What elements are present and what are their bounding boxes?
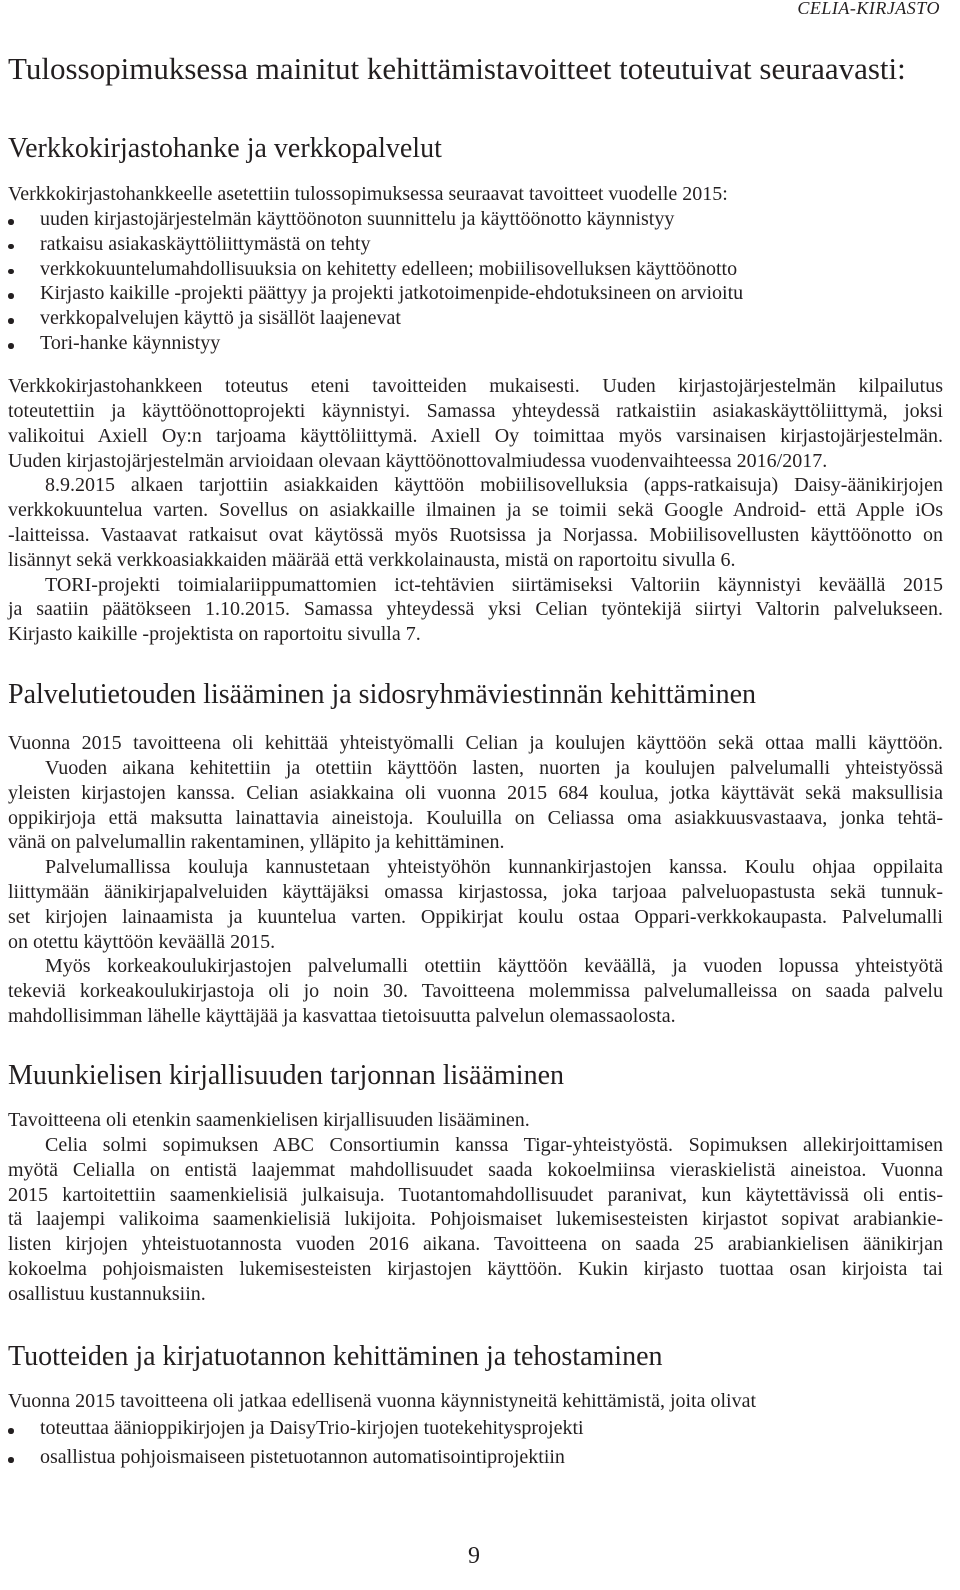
list-item: Tori-hanke käynnistyy (8, 331, 943, 356)
body-line: TORI-projekti toimialariippumattomien ict-tehtävien siirtämiseksi Valtoriin käynnistyi keväällä 2015 (45, 573, 943, 596)
bullet-icon (8, 1457, 14, 1463)
paragraph (8, 374, 943, 473)
body-line: on otettu käyttöön keväällä 2015. (8, 930, 276, 953)
body-line: kokoelma pohjoismaisten lukemisesteisten kirjastojen käyttöön. Kukin kirjasto tuottaa osan kirjoista tai (8, 1258, 943, 1281)
section-heading-palvelutietous: Palvelutietouden lisääminen ja sidosryhmäviestinnän kehittäminen (8, 678, 757, 710)
bullet-icon (8, 293, 14, 299)
paragraph (8, 1108, 943, 1133)
body-line: 8.9.2015 alkaen tarjottiin asiakkaiden käyttöön mobiilisovelluksia (apps-ratkaisuja) Daisy-äänikirjojen (45, 474, 943, 497)
list-item: uuden kirjastojärjestelmän käyttöönoton suunnittelu ja käyttöönotto käynnistyy (8, 207, 943, 232)
bullet-icon (8, 1428, 14, 1434)
bullet-icon (8, 219, 14, 225)
body-line: 2015 kartoitettiin saamenkielisiä julkaisuja. Tuotantomahdollisuudet paranivat, kun käytettävissä oli entis- (8, 1183, 943, 1206)
section-heading-verkkokirjasto: Verkkokirjastohanke ja verkkopalvelut (8, 132, 442, 164)
bullet-icon (8, 343, 14, 349)
list-intro: Vuonna 2015 tavoitteena oli jatkaa edellisenä vuonna käynnistyneitä kehittämistä, joita olivat (8, 1390, 757, 1413)
body-line: mahdollisimman lähelle käyttäjää ja kasvattaa tietoisuutta palvelun olemassaolosta. (8, 1005, 676, 1028)
bullet-icon (8, 244, 14, 250)
paragraph (8, 573, 943, 647)
body-line: osallistuu kustannuksiin. (8, 1282, 206, 1305)
page-number: 9 (468, 1543, 480, 1569)
section-body (8, 731, 943, 1029)
page-title: Tulossopimuksessa mainitut kehittämistavoitteet toteutuivat seuraavasti: (8, 50, 906, 86)
body-line: Celia solmi sopimuksen ABC Consortiumin kanssa Tigar-yhteistyöstä. Sopimuksen allekirjoittamisen (45, 1134, 943, 1157)
bullet-icon (8, 269, 14, 275)
body-line: toteutettiin ja käyttöönottoprojekti käynnistyi. Samassa yhteydessä ratkaistiin asiakaskäyttöliittymä, joksi (8, 400, 943, 423)
list-item: toteuttaa äänioppikirjojen ja DaisyTrio-kirjojen tuotekehitysprojekti (8, 1414, 943, 1443)
list-item: Kirjasto kaikille -projekti päättyy ja projekti jatkotoimenpide-ehdotuksineen on arvioitu (8, 281, 943, 306)
body-line: oppikirjoja että maksutta lainattavia aineistoja. Kouluilla on Celiassa oma asiakkuusvastaava, jonka tehtä- (8, 806, 943, 829)
body-line: -laitteissa. Vastaavat ratkaisut ovat käytössä myös Ruotsissa ja Norjassa. Mobiilisovellusten käyttöönotto on (8, 524, 943, 547)
body-line: Vuonna 2015 tavoitteena oli kehittää yhteistyömalli Celian ja koulujen käyttöön sekä ottaa malli käyttöön. (8, 732, 943, 755)
body-line: Uuden kirjastojärjestelmän arvioidaan olevaan käyttöönottovalmiudessa vuodenvaihteessa 2016/2017. (8, 449, 828, 472)
body-line: yleisten kirjastojen kanssa. Celian asiakkaina oli vuonna 2015 684 koulua, jotka käyttävät sekä maksullisia (8, 781, 943, 804)
body-line: tekeviä korkeakoulukirjastoja oli jo noin 30. Tavoitteena molemmissa palvelumalleissa on saada palvelu (8, 980, 943, 1003)
list-item: osallistua pohjoismaiseen pistetuotannon automatisointiprojektiin (8, 1443, 943, 1472)
body-line: vänä on palvelumallin rakentaminen, ylläpito ja kehittäminen. (8, 831, 505, 854)
bullet-icon (8, 318, 14, 324)
body-line: Myös korkeakoulukirjastojen palvelumalli otettiin käyttöön keväällä, ja vuoden lopussa yhteistyötä (45, 955, 943, 978)
running-header: CELIA-KIRJASTO (797, 0, 940, 18)
body-line: tä laajempi valikoima saamenkielisiä lukijoita. Pohjoismaiset lukemisesteisten kirjastot sopivat arabiankie- (8, 1208, 943, 1231)
section-body (8, 374, 943, 647)
body-line: Vuoden aikana kehitettiin ja otettiin käyttöön lasten, nuorten ja koulujen palvelumalli yhteistyössä (45, 757, 943, 780)
body-line: Kirjasto kaikille -projektista on raportoitu sivulla 7. (8, 623, 421, 646)
list-item: ratkaisu asiakaskäyttöliittymästä on tehty (8, 232, 943, 257)
body-line: lisännyt sekä verkkoasiakkaiden määrää että verkkolainausta, mistä on raportoitu sivulla 6. (8, 548, 736, 571)
body-line: Tavoitteena oli etenkin saamenkielisen kirjallisuuden lisääminen. (8, 1109, 530, 1132)
body-line: valikoitui Axiell Oy:n tarjoama käyttöliittymä. Axiell Oy toimittaa myös varsinaisen kirjastojärjestelmän. (8, 424, 943, 447)
list-item: verkkokuuntelumahdollisuuksia on kehitetty edelleen; mobiilisovelluksen käyttöönotto (8, 257, 943, 282)
paragraph (8, 756, 943, 855)
paragraph (8, 855, 943, 954)
body-line: liittymään äänikirjapalveluiden käyttäjäksi omassa kirjastossa, joka tarjoaa palveluopastusta sekä tunnuk- (8, 881, 943, 904)
paragraph (8, 1133, 943, 1307)
body-line: Palvelumallissa kouluja kannustetaan yhteistyöhön kunnankirjastojen kanssa. Koulu ohjaa oppilaita (45, 856, 943, 879)
goals-list-block (8, 1414, 943, 1472)
list-intro: Verkkokirjastohankkeelle asetettiin tulossopimuksessa seuraavat tavoitteet vuodelle 2015: (8, 183, 728, 206)
body-line: verkkokuuntelua varten. Sovellus on asiakkaille ilmainen ja se toimii sekä Google Android- että Apple iOs (8, 499, 943, 522)
list-item: verkkopalvelujen käyttö ja sisällöt laajenevat (8, 306, 943, 331)
section-heading-muunkielinen: Muunkielisen kirjallisuuden tarjonnan lisääminen (8, 1059, 564, 1091)
section-body (8, 1108, 943, 1306)
list-intro-block (8, 1389, 943, 1414)
paragraph (8, 954, 943, 1028)
paragraph (8, 473, 943, 572)
goals-list-block (8, 182, 943, 356)
body-line: Verkkokirjastohankkeen toteutus eteni tavoitteiden mukaisesti. Uuden kirjastojärjestelmän kilpailutus (8, 375, 943, 398)
body-line: ja saatiin päätökseen 1.10.2015. Samassa yhteydessä yksi Celian työntekijä siirtyi Valtorin palvelukseen. (8, 598, 943, 621)
paragraph (8, 731, 943, 756)
section-heading-tuotteet: Tuotteiden ja kirjatuotannon kehittäminen ja tehostaminen (8, 1340, 663, 1372)
body-line: listen kirjojen yhteistuotannosta vuoden 2016 aikana. Tavoitteena on saada 25 arabiankielisen äänikirjan (8, 1233, 943, 1256)
body-line: myötä Celialla on entistä laajemmat mahdollisuudet saada kokoelmiinsa vieraskielistä aineistoa. Vuonna (8, 1158, 943, 1181)
body-line: set kirjojen lainaamista ja kuuntelua varten. Oppikirjat koulu ostaa Oppari-verkkokaupasta. Palvelumalli (8, 905, 943, 928)
